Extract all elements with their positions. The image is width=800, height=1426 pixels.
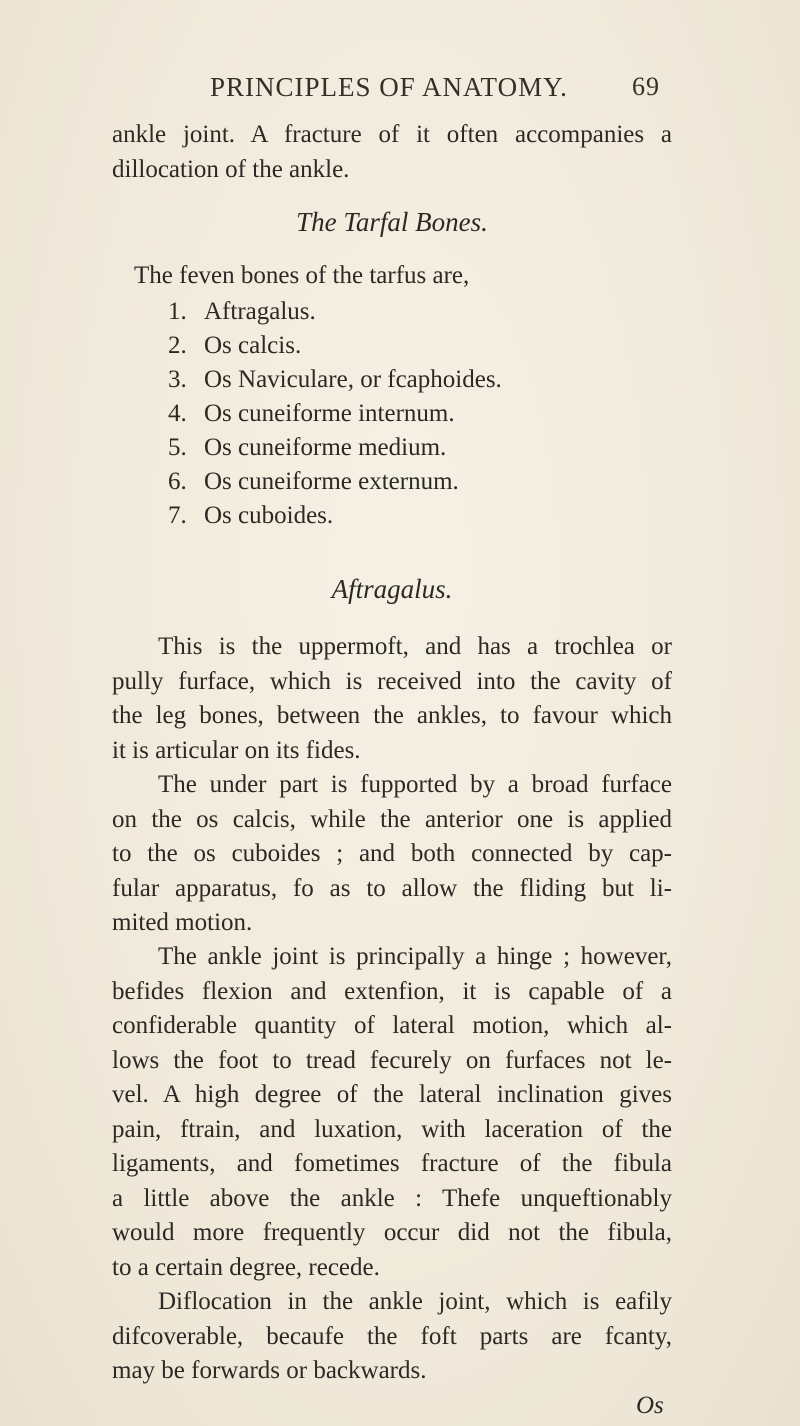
list-item: [168, 431, 648, 465]
text-line: ligaments, and fometimes fracture of the fibula: [112, 1150, 672, 1177]
item-name: Os calcis.: [204, 332, 302, 359]
item-number: 2.: [168, 332, 187, 359]
text-line: pain, ftrain, and luxation, with laceration of the: [112, 1115, 672, 1143]
text-line: Diflocation in the ankle joint, which is eafily: [158, 1288, 672, 1315]
text-line: pully furface, which is received into the cavity of: [112, 667, 672, 695]
running-title: PRINCIPLES OF ANATOMY.: [210, 72, 568, 102]
item-number: 5.: [168, 434, 187, 461]
list-item: [168, 465, 648, 499]
list-item: [168, 397, 648, 431]
catchword: Os: [636, 1392, 664, 1419]
text-line: may be forwards or backwards.: [112, 1357, 427, 1384]
text-line: dillocation of the ankle.: [112, 155, 350, 183]
text-line: difcoverable, becaufe the foft parts are fcanty,: [112, 1322, 672, 1350]
text-line: confiderable quantity of lateral motion, which al-: [112, 1012, 672, 1039]
text-line: The ankle joint is principally a hinge ; however,: [158, 943, 672, 970]
text-line: ankle joint. A fracture of it often accompanies a: [112, 121, 672, 148]
running-header: [210, 72, 660, 103]
item-number: 7.: [168, 502, 187, 529]
tarsal-intro: [112, 259, 672, 294]
paragraph-1: [112, 630, 672, 768]
astragalus-heading: Aftragalus.: [331, 574, 453, 604]
intro-text: [112, 118, 672, 187]
text-line: befides flexion and extenfion, it is capable of a: [112, 977, 672, 1005]
item-number: 1.: [168, 298, 187, 325]
text-line: The under part is fupported by a broad furface: [158, 771, 672, 798]
item-name: Os cuneiforme medium.: [204, 434, 447, 461]
text-line: vel. A high degree of the lateral inclination gives: [112, 1081, 672, 1108]
item-name: Os cuneiforme externum.: [204, 468, 459, 495]
text-line: a little above the ankle : Thefe unqueftionably: [112, 1184, 672, 1212]
item-name: Aftragalus.: [204, 298, 316, 325]
item-number: 3.: [168, 366, 187, 393]
item-name: Os cuboides.: [204, 502, 334, 529]
item-number: 6.: [168, 468, 187, 495]
text-line: This is the uppermoft, and has a trochlea or: [158, 633, 672, 660]
page-number: 69: [632, 72, 660, 101]
text-line: it is articular on its fides.: [112, 736, 361, 764]
text-line: fular apparatus, fo as to allow the fliding but li-: [112, 874, 672, 902]
text-line: mited motion.: [112, 909, 253, 936]
text-line: the leg bones, between the ankles, to favour which: [112, 702, 672, 729]
tarsal-bones-heading: The Tarfal Bones.: [296, 207, 488, 237]
list-item: [168, 363, 648, 397]
paragraph-4: [112, 1285, 672, 1389]
text-line: would more frequently occur did not the fibula,: [112, 1219, 672, 1246]
paragraph-3: [112, 940, 672, 1285]
text-line: to the os cuboides ; and both connected by cap-: [112, 840, 672, 867]
text-line: to a certain degree, recede.: [112, 1253, 380, 1281]
text-line: lows the foot to tread fecurely on furfaces not le-: [112, 1046, 672, 1074]
item-name: Os Naviculare, or fcaphoides.: [204, 366, 502, 393]
paragraph-2: [112, 768, 672, 941]
list-item: [168, 295, 648, 329]
list-item: [168, 499, 648, 533]
text-line: on the os calcis, while the anterior one is applied: [112, 805, 672, 833]
tarsal-bone-list: [168, 295, 648, 533]
item-number: 4.: [168, 400, 187, 427]
text-line: The feven bones of the tarfus are,: [134, 262, 470, 289]
item-name: Os cuneiforme internum.: [204, 400, 455, 427]
list-item: [168, 329, 648, 363]
